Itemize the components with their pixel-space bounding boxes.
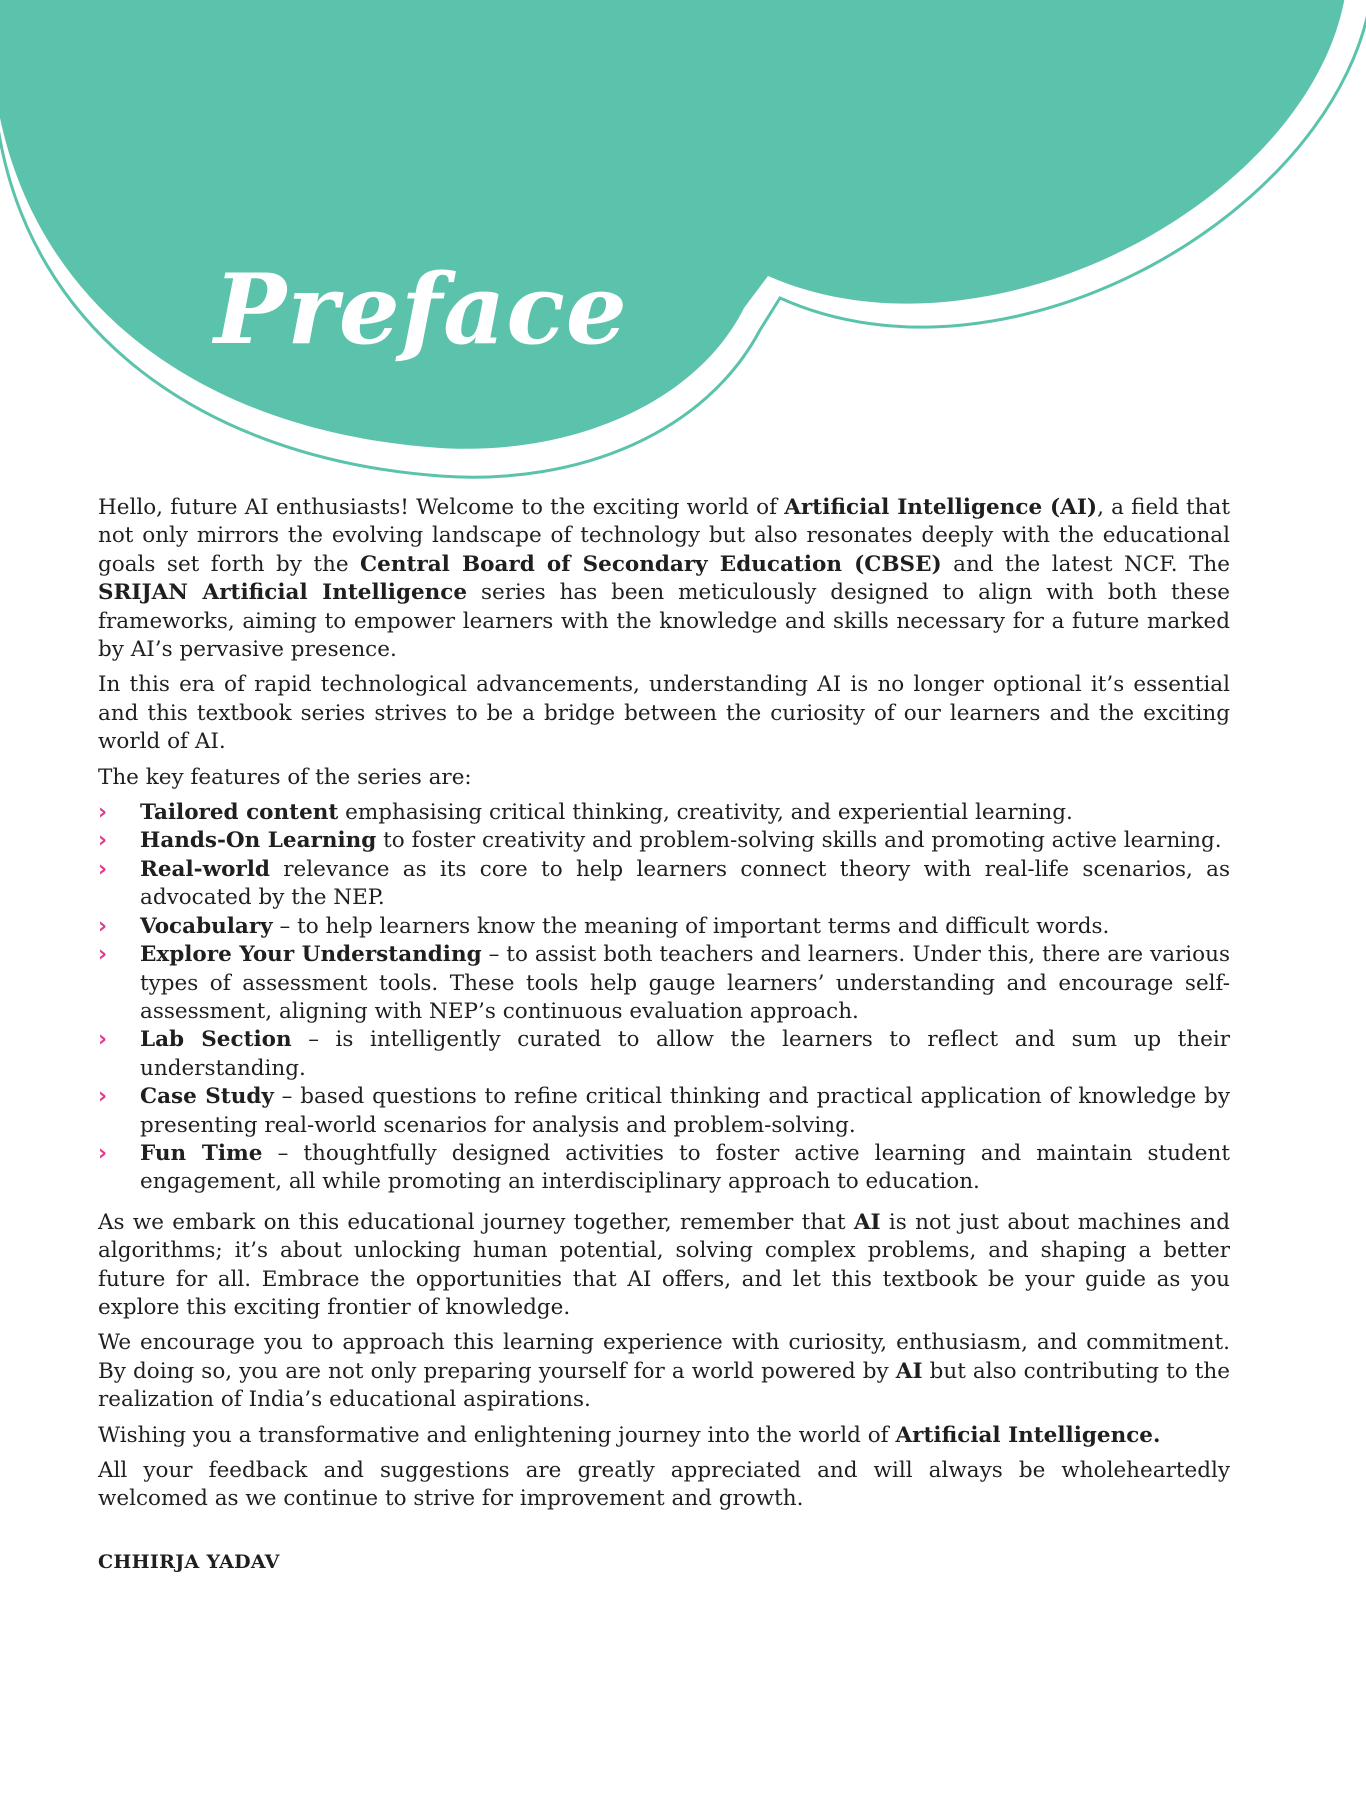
bold-artificial-intelligence: Artificial Intelligence (AI) <box>784 495 1098 520</box>
features-intro: The key features of the series are: <box>98 764 472 790</box>
feature-item <box>98 913 1230 941</box>
feature-title: Real-world <box>140 856 270 882</box>
feature-title: Lab Section <box>140 1027 292 1053</box>
feature-title: Case Study <box>140 1084 274 1110</box>
bold-srijan-series: SRIJAN Artificial Intelligence <box>98 580 468 606</box>
feature-text: relevance as its core to help learners connect theory with real-life scenarios, as advocated by the NEP. <box>140 856 1230 911</box>
header-bubble-fill <box>0 0 1346 449</box>
feature-title: Tailored content <box>140 800 339 826</box>
chevron-right-icon: › <box>98 1084 108 1110</box>
feature-text: – based questions to refine critical thinking and practical application of knowledge by presenting real-world scenarios for analysis and problem-solving. <box>140 1084 1230 1138</box>
closing-paragraph-1: As we embark on this educational journey together, remember that AI is not just about machines and algorithms; it’s about unlocking human potential, solving complex problems, and shaping a better future for all. Embrace the opportunities that AI offers, and let this textbook be your guide as you explore this exciting frontier of knowledge. <box>98 1209 1231 1320</box>
feature-item <box>98 827 1230 855</box>
feature-item <box>98 856 1230 913</box>
page-title: Preface <box>214 253 628 366</box>
feature-title: Vocabulary <box>140 913 273 939</box>
feature-item <box>98 1026 1230 1083</box>
feature-text: – to help learners know the meaning of important terms and difficult words. <box>272 913 1110 939</box>
chevron-right-icon: › <box>98 1140 108 1166</box>
author-signature: CHHIRJA YADAV <box>98 1550 280 1573</box>
closing-paragraph-2: We encourage you to approach this learning experience with curiosity, enthusiasm, and commitment. By doing so, you are not only preparing yourself for a world powered by AI but also contributing to the realization of India’s educational aspirations. <box>98 1330 1230 1413</box>
feature-title: Hands-On Learning <box>140 828 377 854</box>
feature-text: to foster creativity and problem-solving skills and promoting active learning. <box>376 828 1222 854</box>
feature-item <box>98 799 1230 827</box>
header-speech-bubble <box>0 0 1366 500</box>
chevron-right-icon: › <box>98 1027 108 1053</box>
chevron-right-icon: › <box>98 856 108 882</box>
intro-paragraph-1: Hello, future AI enthusiasts! Welcome to the exciting world of Artificial Intelligence (AI), a field that not only mirrors the evolving landscape of technology but also resonates deeply with the educational goals set forth by the Central Board of Secondary Education (CBSE) and the latest NCF. The SRIJAN Artificial Intelligence series has been meticulously designed to align with both these frameworks, aiming to empower learners with the knowledge and skills necessary for a future marked by AI’s pervasive presence. <box>98 495 1231 663</box>
closing-paragraph-4: All your feedback and suggestions are greatly appreciated and will always be wholeheartedly welcomed as we continue to strive for improvement and growth. <box>98 1458 1230 1512</box>
preface-body <box>98 494 1230 1576</box>
bold-ai: AI <box>895 1358 923 1384</box>
chevron-right-icon: › <box>98 828 108 854</box>
intro-paragraph-2: In this era of rapid technological advancements, understanding AI is no longer optional it’s essential and this textbook series strives to be a bridge between the curiosity of our learners and the exciting world of AI. <box>98 672 1230 755</box>
feature-text: – is intelligently curated to allow the learners to reflect and sum up their understanding. <box>140 1027 1231 1081</box>
feature-text: emphasising critical thinking, creativity, and experiential learning. <box>338 800 1073 826</box>
bold-artificial-intelligence: Artificial Intelligence. <box>895 1422 1161 1448</box>
chevron-right-icon: › <box>98 800 108 826</box>
closing-paragraph-3: Wishing you a transformative and enlightening journey into the world of Artificial Intelligence. <box>98 1422 1161 1448</box>
feature-item <box>98 941 1230 1026</box>
feature-text: – thoughtfully designed activities to foster active learning and maintain student engagement, all while promoting an interdisciplinary approach to education. <box>140 1140 1230 1195</box>
chevron-right-icon: › <box>98 913 108 939</box>
features-list <box>98 799 1230 1197</box>
bold-cbse: Central Board of Secondary Education (CBSE) <box>360 551 942 577</box>
feature-item <box>98 1083 1230 1140</box>
bold-ai: AI <box>853 1209 881 1235</box>
feature-title: Fun Time <box>140 1140 263 1166</box>
feature-item <box>98 1140 1230 1197</box>
feature-title: Explore Your Understanding <box>140 942 482 968</box>
feature-text: – to assist both teachers and learners. Under this, there are various types of assessment tools. These tools help gauge learners’ understanding and encourage self-assessment, aligning with NEP’s continuous evaluation approach. <box>140 942 1230 1024</box>
chevron-right-icon: › <box>98 942 108 968</box>
